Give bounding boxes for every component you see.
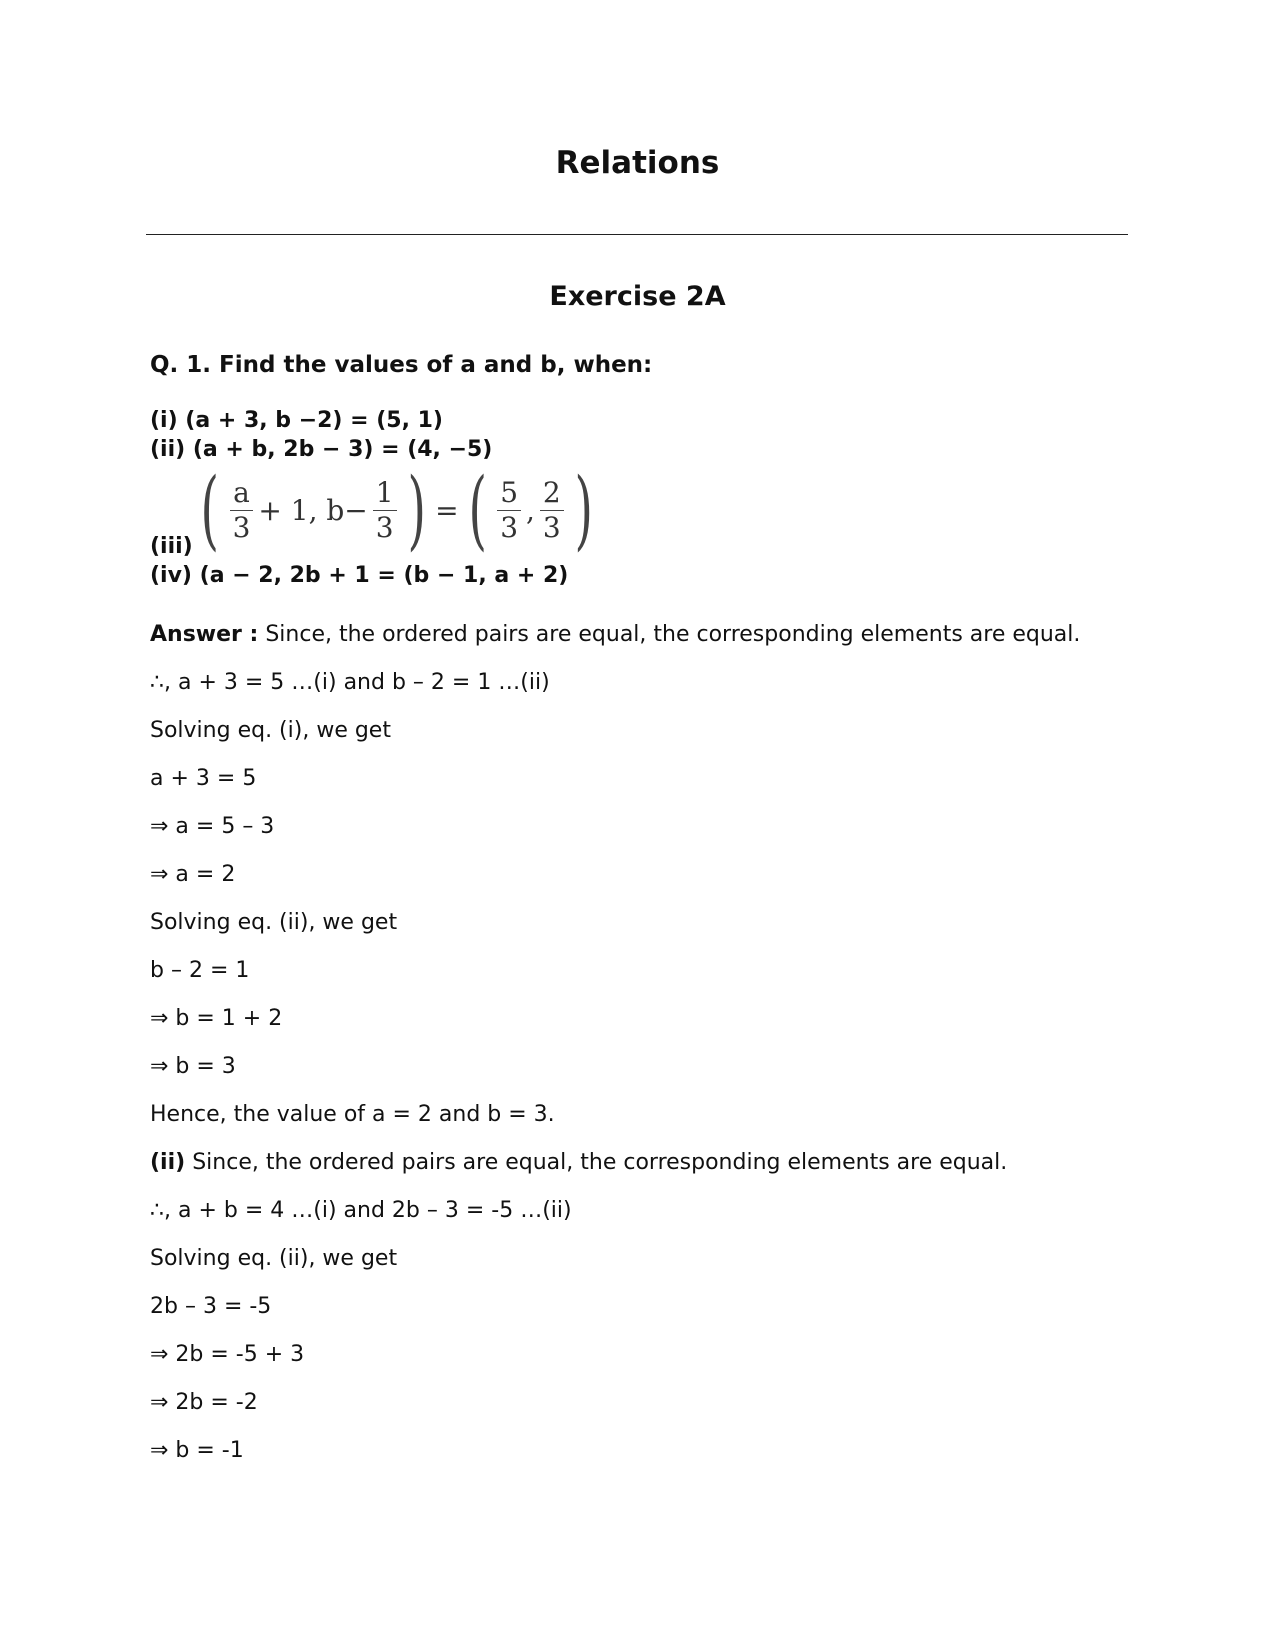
- answer-conclusion: Hence, the value of a = 2 and b = 3.: [150, 1102, 555, 1127]
- answer-line: ∴, a + 3 = 5 …(i) and b – 2 = 1 …(ii): [150, 670, 550, 695]
- equation-part-iii: ( $\frac{a}{3}$ + 1, b− $\frac{1}{3}$ ) = ( $\frac{5}{3}$ , $\frac{2}{3}$ ): [200, 460, 593, 560]
- question-heading: Q. 1. Find the values of a and b, when:: [150, 352, 653, 378]
- fraction-5-over-3: $\frac{5}{3}$: [497, 478, 521, 542]
- question-part-iii-label: (iii): [150, 534, 193, 559]
- answer-line: Solving eq. (i), we get: [150, 718, 391, 743]
- answer-line: Solving eq. (ii), we get: [150, 1246, 398, 1271]
- answer-line: ∴, a + b = 4 …(i) and 2b – 3 = -5 …(ii): [150, 1198, 572, 1223]
- right-paren-2: ): [574, 460, 593, 560]
- answer-line: Solving eq. (ii), we get: [150, 910, 398, 935]
- answer-line: ⇒ a = 2: [150, 862, 236, 887]
- answer-line: 2b – 3 = -5: [150, 1294, 272, 1319]
- question-part-ii: (ii) (a + b, 2b − 3) = (4, −5): [150, 437, 493, 462]
- answer-line: ⇒ 2b = -5 + 3: [150, 1342, 305, 1367]
- answer-intro: Answer : Since, the ordered pairs are equal, the corresponding elements are equal.: [150, 622, 1081, 647]
- answer-line: ⇒ b = -1: [150, 1438, 244, 1463]
- title-divider: [146, 234, 1128, 235]
- question-part-iv: (iv) (a − 2, 2b + 1 = (b − 1, a + 2): [150, 563, 569, 588]
- exercise-heading: Exercise 2A: [549, 281, 726, 312]
- answer-line: ⇒ b = 3: [150, 1054, 236, 1079]
- answer-line: ⇒ b = 1 + 2: [150, 1006, 283, 1031]
- answer-line: b – 2 = 1: [150, 958, 250, 983]
- answer-line: a + 3 = 5: [150, 766, 257, 791]
- left-paren: (: [200, 460, 220, 560]
- question-part-i: (i) (a + 3, b −2) = (5, 1): [150, 408, 443, 433]
- fraction-2-over-3: $\frac{2}{3}$: [540, 478, 564, 542]
- right-paren: ): [407, 460, 426, 560]
- answer-label: Answer :: [150, 622, 259, 647]
- fraction-a-over-3: $\frac{a}{3}$: [230, 478, 254, 542]
- answer-part-ii-intro: (ii) Since, the ordered pairs are equal, the corresponding elements are equal.: [150, 1150, 1008, 1175]
- fraction-1-over-3: $\frac{1}{3}$: [373, 478, 397, 542]
- answer-line: ⇒ a = 5 – 3: [150, 814, 275, 839]
- left-paren-2: (: [468, 460, 487, 560]
- page-title: Relations: [555, 145, 720, 181]
- answer-line: ⇒ 2b = -2: [150, 1390, 258, 1415]
- answer-part-ii-label: (ii): [150, 1150, 186, 1175]
